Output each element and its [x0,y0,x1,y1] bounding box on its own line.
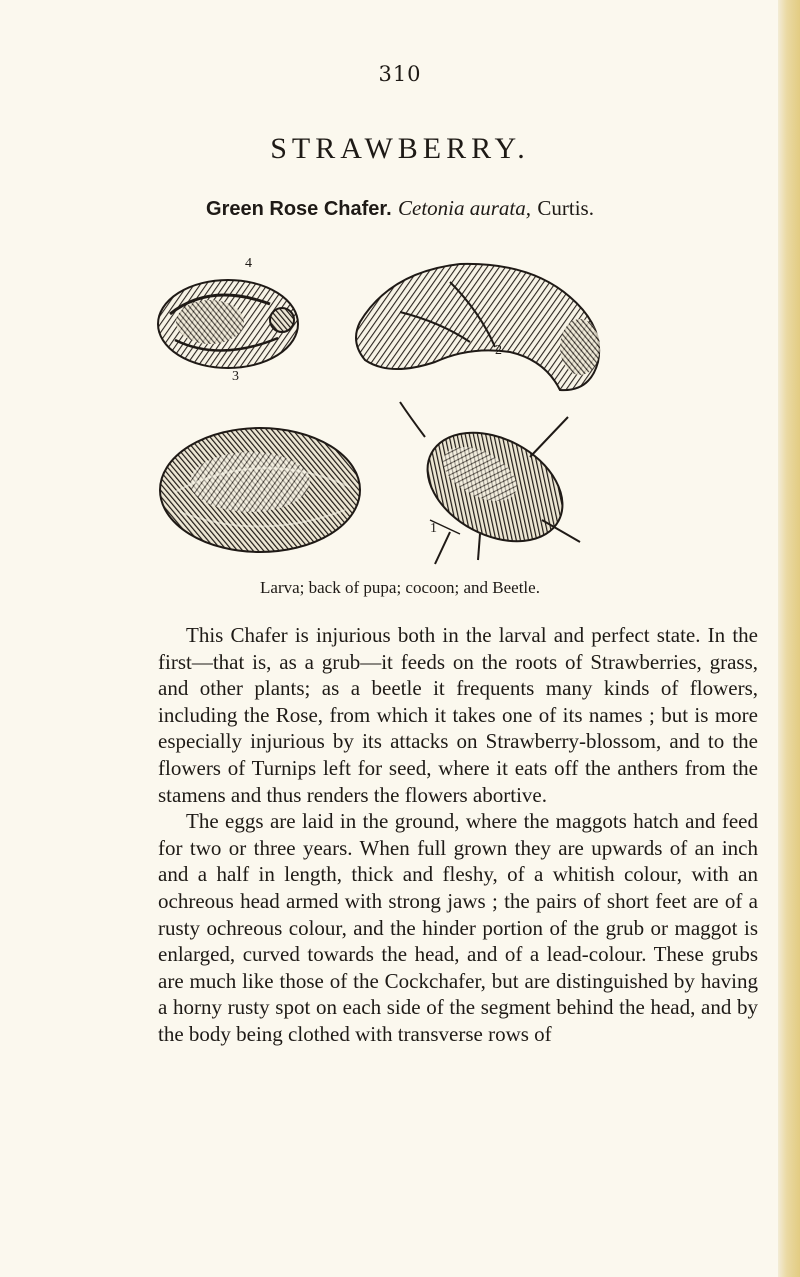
beetle-drawing [400,402,581,564]
figure-label-4: 4 [245,256,252,271]
paragraph-1: This Chafer is injurious both in the larval and perfect state. In the first—that is, as a grub—it feeds on the roots of Strawberries, grass, and other plants; as a beetle it frequents many kinds of flowers, including the Rose, from which it takes one of its names ; but is more especially injurious by its attacks on Strawberry-blossom, and to the flowers of Turnips left for seed, where it eats off the anthers from the stamens and thus renders the flowers abortive. [158,623,758,807]
common-name: Green Rose Chafer. [206,198,392,220]
figure-label-2: 2 [495,343,502,358]
larva-drawing [158,280,298,368]
figure-label-1: 1 [430,521,437,536]
figure-caption: Larva; back of pupa; cocoon; and Beetle. [260,578,540,597]
pupa-drawing [356,264,600,390]
page-number: 310 [378,62,422,86]
subtitle [0,196,800,221]
body-text [158,622,758,1048]
figure-label-3: 3 [232,369,239,384]
page-title: STRAWBERRY. [270,132,530,165]
author-name: Curtis. [537,196,594,220]
illustration [150,242,650,572]
page-edge [778,0,800,1277]
paragraph-2: The eggs are laid in the ground, where the maggots hatch and feed for two or three years. When full grown they are upwards of an inch and a half in length, thick and fleshy, of a whitish colour, with an ochreous head armed with strong jaws ; the pairs of short feet are of a rusty ochreous colour, and the hinder portion of the grub or maggot is enlarged, curved towards the head, and of a lead-colour. These grubs are much like those of the Cockchafer, but are distinguished by having a horny rusty spot on each side of the segment behind the head, and by the body being clothed with transverse rows of [158,809,758,1046]
cocoon-drawing [160,428,360,552]
latin-name: Cetonia aurata, [398,196,532,220]
